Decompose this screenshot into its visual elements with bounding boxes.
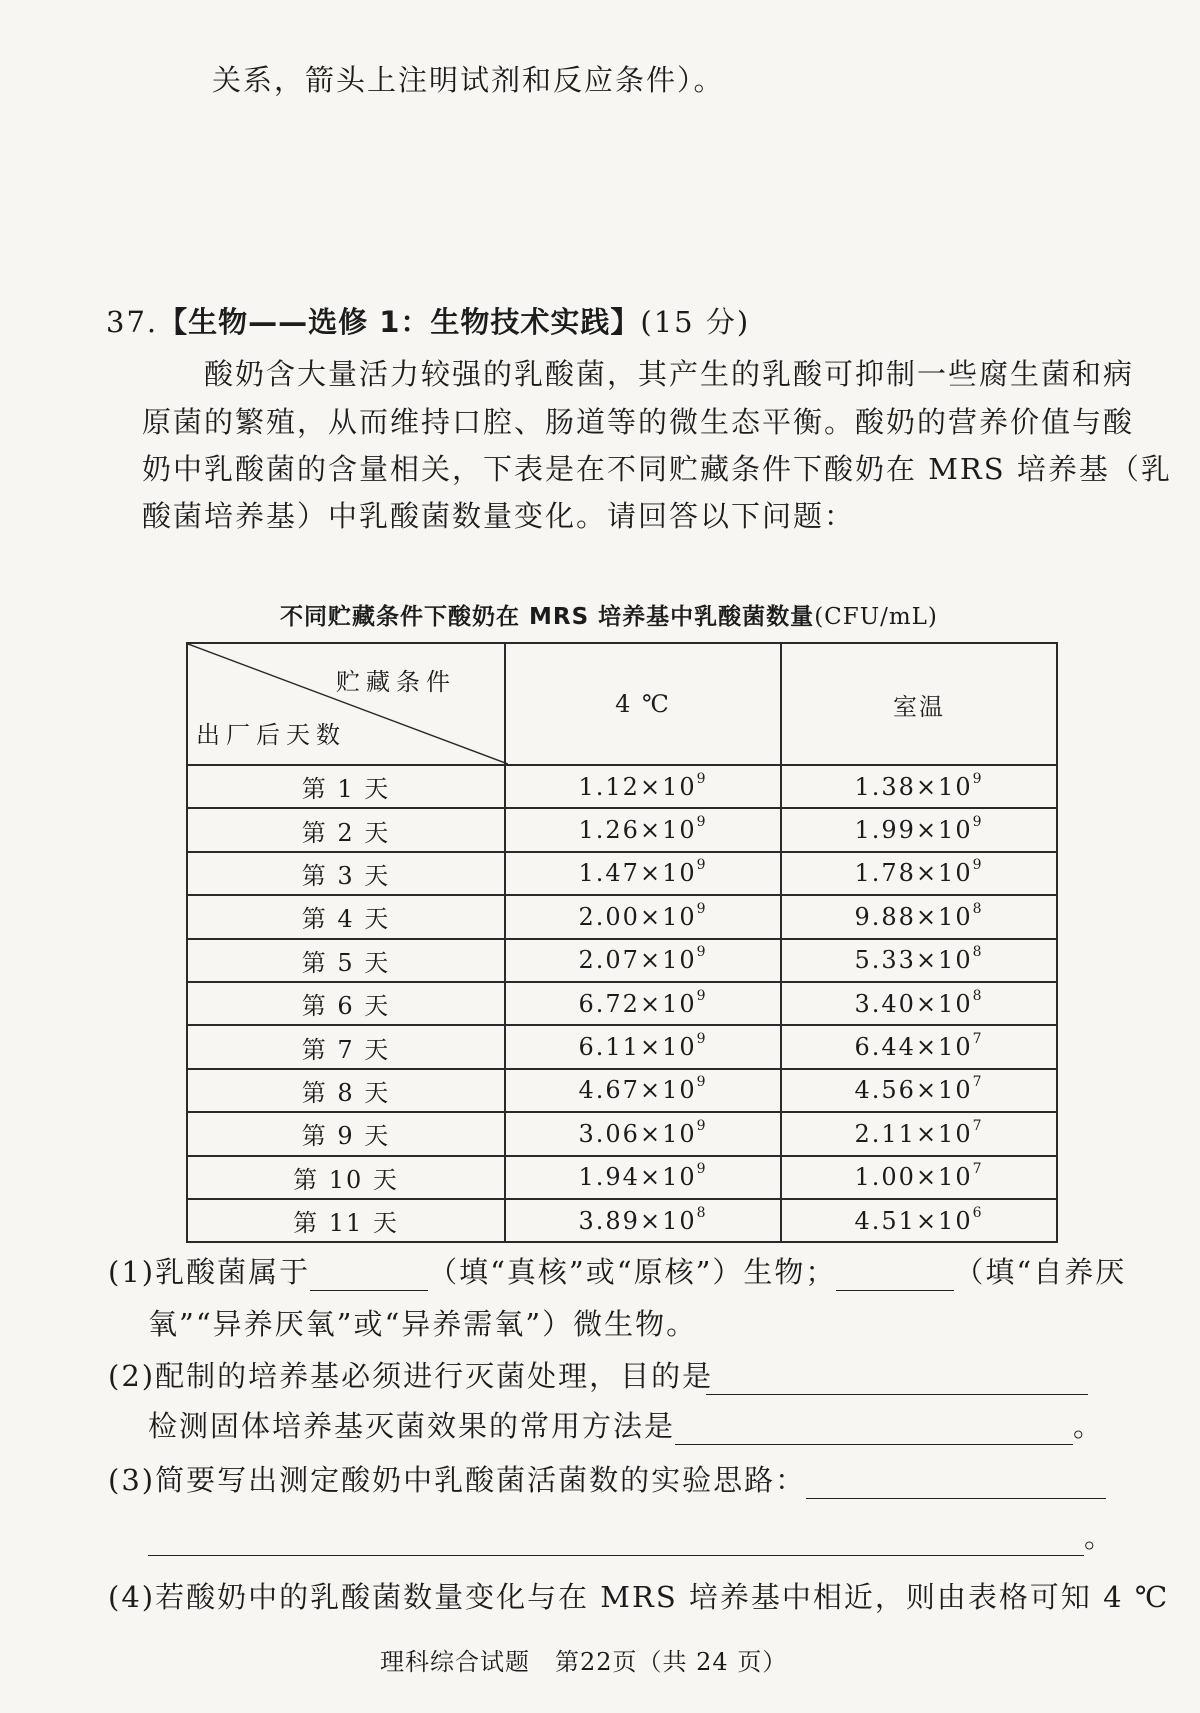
question-number: 37. [106,305,159,339]
day-cell: 第 5 天 [187,939,505,982]
day-cell: 第 4 天 [187,895,505,938]
day-cell: 第 11 天 [187,1199,505,1242]
day-cell: 第 10 天 [187,1156,505,1199]
value-4c-cell: $2.00\times 10^9$ [505,895,781,938]
q3-answer-line-1[interactable] [806,1470,1106,1499]
value-4c-cell: $3.06\times 10^9$ [505,1112,781,1155]
col-header-room-temp: 室温 [781,643,1057,765]
q2-answer-line-2[interactable] [675,1416,1073,1445]
question-score: (15 分) [640,305,751,339]
value-4c-cell: $1.26\times 10^9$ [505,808,781,851]
table-header-row [187,643,1057,765]
value-4c-cell: $1.47\times 10^9$ [505,852,781,895]
q3-line-1 [108,1458,1106,1499]
table-row [187,895,1057,938]
q3-prompt: (3)简要写出测定酸奶中乳酸菌活菌数的实验思路： [108,1463,807,1497]
q1-tail: （填“自养厌 [954,1255,1127,1289]
q2-second-prompt: 检测固体培养基灭菌效果的常用方法是 [148,1409,676,1443]
paragraph-line-4: 酸菌培养基）中乳酸菌数量变化。请回答以下问题： [142,499,856,533]
bacteria-count-table [186,642,1058,1243]
value-4c-cell: $3.89\times 10^8$ [505,1199,781,1242]
value-room-temp-cell: $1.38\times 10^9$ [781,765,1057,808]
table-row [187,1199,1057,1242]
q2-line-2 [148,1404,1104,1445]
table-caption-unit: (CFU/mL) [814,604,938,630]
value-room-temp-cell: $6.44\times 10^7$ [781,1025,1057,1068]
table-caption-text: 不同贮藏条件下酸奶在 MRS 培养基中乳酸菌数量 [280,604,815,630]
corner-bottom-label: 出厂后天数 [196,721,346,749]
paragraph-line-3: 奶中乳酸菌的含量相关，下表是在不同贮藏条件下酸奶在 MRS 培养基（乳 [142,452,1172,486]
q3-answer-line-2[interactable] [148,1527,1084,1556]
value-4c-cell: $1.12\times 10^9$ [505,765,781,808]
table-row [187,1156,1057,1199]
value-room-temp-cell: $1.78\times 10^9$ [781,852,1057,895]
corner-header-cell [187,643,505,765]
value-4c-cell: $2.07\times 10^9$ [505,939,781,982]
day-cell: 第 2 天 [187,808,505,851]
table-row [187,808,1057,851]
value-room-temp-cell: $1.00\times 10^7$ [781,1156,1057,1199]
q1-middle: （填“真核”或“原核”）生物； [428,1255,837,1289]
q3-line-2 [148,1515,1115,1556]
value-room-temp-cell: $2.11\times 10^7$ [781,1112,1057,1155]
value-room-temp-cell: $9.88\times 10^8$ [781,895,1057,938]
table-row [187,1069,1057,1112]
q4-line-1: (4)若酸奶中的乳酸菌数量变化与在 MRS 培养基中相近，则由表格可知 4 ℃ [108,1580,1170,1614]
table-row [187,852,1057,895]
day-cell: 第 8 天 [187,1069,505,1112]
q1-prefix: (1)乳酸菌属于 [108,1255,311,1289]
value-4c-cell: $4.67\times 10^9$ [505,1069,781,1112]
table-row [187,1025,1057,1068]
value-room-temp-cell: $3.40\times 10^8$ [781,982,1057,1025]
q1-line-1 [108,1250,1126,1291]
table-row [187,982,1057,1025]
day-cell: 第 9 天 [187,1112,505,1155]
value-room-temp-cell: $5.33\times 10^8$ [781,939,1057,982]
value-room-temp-cell: $1.99\times 10^9$ [781,808,1057,851]
value-4c-cell: $1.94\times 10^9$ [505,1156,781,1199]
value-room-temp-cell: $4.56\times 10^7$ [781,1069,1057,1112]
day-cell: 第 3 天 [187,852,505,895]
value-room-temp-cell: $4.51\times 10^6$ [781,1199,1057,1242]
q1-line-2: 氧”“异养厌氧”或“异养需氧”）微生物。 [148,1307,698,1341]
continued-line: 关系，箭头上注明试剂和反应条件）。 [212,63,725,97]
q2-answer-line-1[interactable] [706,1394,1088,1395]
table-row [187,765,1057,808]
q1-blank-1[interactable] [310,1262,428,1291]
q1-blank-2[interactable] [836,1262,954,1291]
q2-line-1: (2)配制的培养基必须进行灭菌处理，目的是 [108,1359,714,1393]
day-cell: 第 7 天 [187,1025,505,1068]
paragraph-line-2: 原菌的繁殖，从而维持口腔、肠道等的微生态平衡。酸奶的营养价值与酸 [142,405,1135,439]
q3-period: 。 [1084,1520,1116,1554]
value-4c-cell: $6.72\times 10^9$ [505,982,781,1025]
day-cell: 第 1 天 [187,765,505,808]
table-caption [280,598,938,631]
col-header-4c: 4 ℃ [505,643,781,765]
question-title: 【生物——选修 1：生物技术实践】 [158,305,641,339]
table-row [187,1112,1057,1155]
paragraph-line-1: 酸奶含大量活力较强的乳酸菌，其产生的乳酸可抑制一些腐生菌和病 [204,357,1135,391]
page-footer: 理科综合试题 第22页（共 24 页） [380,1648,788,1676]
table-row [187,939,1057,982]
value-4c-cell: $6.11\times 10^9$ [505,1025,781,1068]
q2-period: 。 [1073,1409,1105,1443]
day-cell: 第 6 天 [187,982,505,1025]
question-header [106,300,750,341]
corner-top-label: 贮藏条件 [336,668,457,696]
